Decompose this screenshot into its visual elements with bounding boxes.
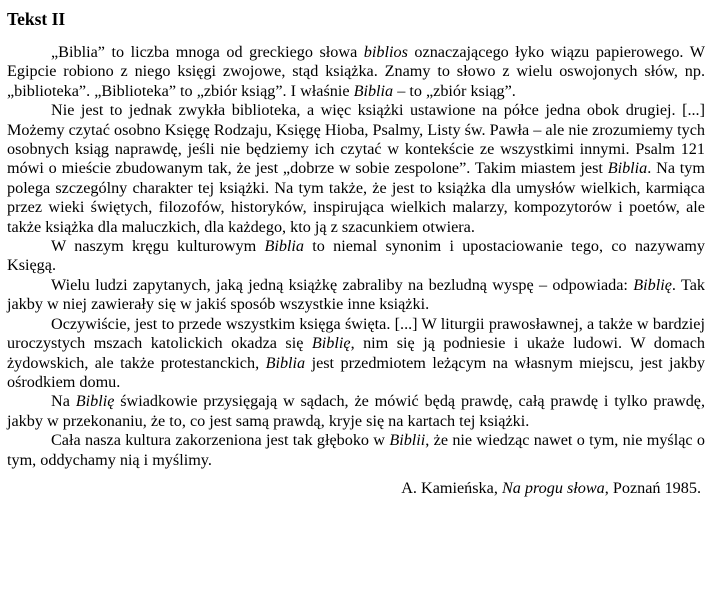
text-run: oznaczającego łyko wiązu papierowego. W Egipcie robiono z niego księgi zwojowe, stąd książka. Znamy to słowo z wielu oswojonych słów, np. „biblioteka”. „Biblioteka” to „zbiór ksiąg”. I właśnie bbox=[7, 43, 705, 100]
italic-text: Biblia bbox=[264, 237, 305, 256]
text-run: to niemal synonim i upostaciowanie tego, co nazywamy Księgą. bbox=[7, 237, 705, 275]
italic-text: Biblia bbox=[607, 159, 648, 178]
italic-text: biblios bbox=[363, 43, 408, 61]
text-run: . Na tym polega szczególny charakter tej książki. Na tym także, że jest to książka dla umysłów wielkich, karmiąca przez wieki świętych, filozofów, historyków, inspirująca wielkich malarzy, kompozytorów i poetów, ale także książka dla maluczkich, dla każdego, kto ją z szacunkiem otwiera. bbox=[7, 159, 705, 236]
citation-place-year: , Poznań 1985. bbox=[604, 478, 701, 497]
text-run: W naszym kręgu kulturowym bbox=[51, 237, 265, 256]
text-run: , nim się ją podniesie i ukaże ludowi. W domach żydowskich, ale także protestanckich, bbox=[7, 334, 705, 372]
text-run: „Biblia” to liczba mnoga od greckiego słowa bbox=[51, 43, 364, 61]
italic-text: Biblia bbox=[265, 353, 306, 372]
text-run: Cała nasza kultura zakorzeniona jest tak głęboko w bbox=[51, 431, 390, 450]
document-title: Tekst II bbox=[7, 9, 66, 29]
text-run: Wielu ludzi zapytanych, jaką jedną książkę zabraliby na bezludną wyspę – odpowiada: bbox=[51, 275, 634, 294]
italic-text: Biblia bbox=[353, 81, 394, 100]
italic-text: Biblię bbox=[633, 275, 672, 294]
paragraph bbox=[7, 101, 705, 237]
citation-work-title: Na progu słowa bbox=[501, 478, 605, 497]
paragraph bbox=[7, 392, 705, 431]
paragraph bbox=[7, 315, 705, 393]
document-body bbox=[7, 43, 705, 470]
paragraph bbox=[7, 43, 705, 101]
text-run: , że nie wiedząc nawet o tym, nie myśląc o tym, oddychamy nią i myślimy. bbox=[7, 431, 705, 469]
text-run: Nie jest to jednak zwykła biblioteka, a więc książki ustawione na półce jedna obok drugiej. [...] Możemy czytać osobno Księgę Rodzaju, Księgę Hioba, Psalmy, Listy św. Pawła – ale nie zrozumiemy tych osobnych ksiąg naprawdę, jeśli nie będziemy ich czytać w kontekście ze wszystkimi innymi. Psalm 121 mówi o mieście zbudowanym tak, że jest „dobrze w sobie zespolone”. Takim miastem jest bbox=[7, 101, 705, 178]
italic-text: Biblię bbox=[75, 392, 115, 411]
text-run: świadkowie przysięgają w sądach, że mówić będą prawdę, całą prawdę i tylko prawdę, jakby w przekonaniu, że to, co jest samą prawdą, kryje się na kartach tej książki. bbox=[7, 392, 706, 430]
text-run: Oczywiście, jest to przede wszystkim księga święta. [...] W liturgii prawosławnej, a także w bardziej uroczystych mszach katolickich okadza się bbox=[7, 314, 705, 353]
paragraph bbox=[7, 276, 705, 315]
text-run: jest przedmiotem leżącym na własnym miejscu, jest jakby ośrodkiem domu. bbox=[7, 353, 705, 391]
citation-author: A. Kamieńska, bbox=[401, 478, 502, 497]
source-citation bbox=[7, 479, 705, 498]
text-run: . Tak jakby w niej zawierały się w jakiś sposób wszystkie inne książki. bbox=[7, 275, 705, 314]
italic-text: Biblię bbox=[311, 334, 351, 353]
italic-text: Biblii bbox=[389, 431, 426, 450]
text-run: Na bbox=[51, 392, 76, 411]
paragraph bbox=[7, 237, 705, 276]
text-run: – to „zbiór ksiąg”. bbox=[393, 81, 516, 100]
paragraph bbox=[7, 431, 705, 470]
